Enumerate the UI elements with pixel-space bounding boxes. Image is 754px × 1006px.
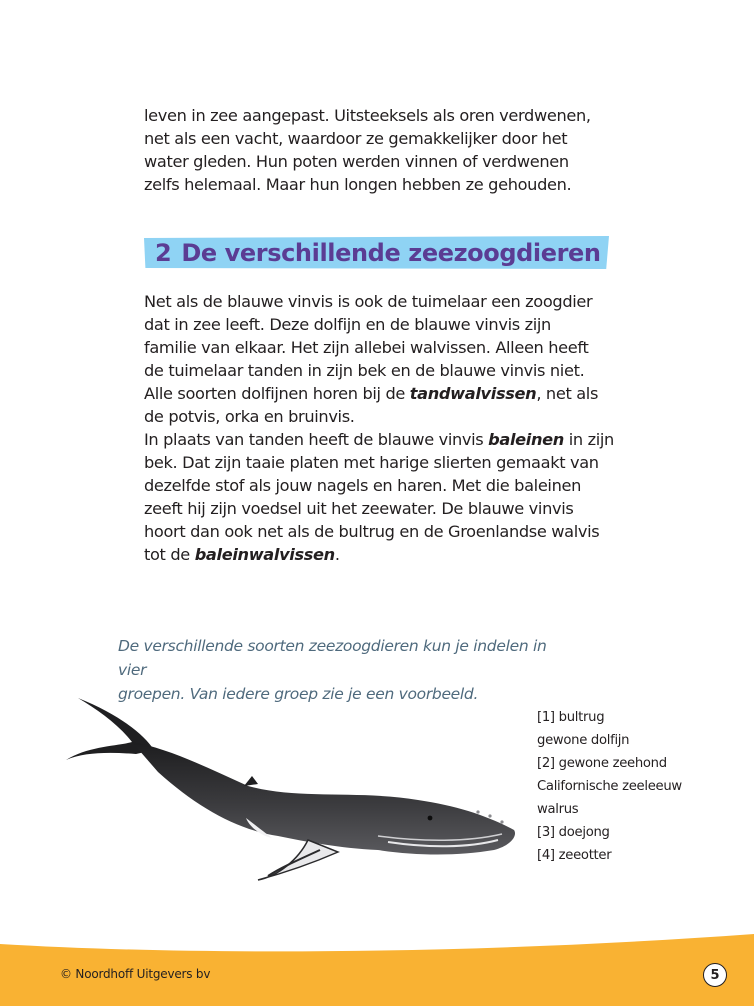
legend-item: Californische zeeleeuw (537, 779, 682, 794)
body-text-span: . (334, 545, 340, 564)
term-baleinen: baleinen (488, 430, 564, 449)
body-line: bek. Dat zijn taaie platen met harige slierten gemaakt van (144, 453, 599, 472)
body-text-span: , net als (536, 384, 599, 403)
body-line: hoort dan ook net als de bultrug en de Groenlandse walvis (144, 522, 600, 541)
intro-line: water gleden. Hun poten werden vinnen of verdwenen (144, 152, 569, 171)
body-text-span: In plaats van tanden heeft de blauwe vinvis (144, 430, 489, 449)
body-line (144, 382, 619, 405)
body-line: dat in zee leeft. Deze dolfijn en de blauwe vinvis zijn (144, 315, 551, 334)
body-text-span: tot de (144, 545, 195, 564)
body-line: zeeft hij zijn voedsel uit het zeewater. De blauwe vinvis (144, 499, 574, 518)
body-line: dezelfde stof als jouw nagels en haren. Met die baleinen (144, 476, 582, 495)
copyright-text: © Noordhoff Uitgevers bv (60, 967, 211, 981)
section-number: 2 (155, 239, 172, 267)
body-line (144, 428, 619, 451)
intro-line: leven in zee aangepast. Uitsteeksels als oren verdwenen, (144, 106, 591, 125)
legend-item: [1] bultrug (537, 710, 605, 725)
section-heading (155, 238, 601, 268)
caption-line: De verschillende soorten zeezoogdieren kun je indelen in vier (118, 637, 547, 679)
legend-item: [2] gewone zeehond (537, 756, 667, 771)
intro-line: net als een vacht, waardoor ze gemakkelijker door het (144, 129, 568, 148)
main-text (144, 290, 619, 566)
section-title: De verschillende zeezoogdieren (181, 239, 601, 267)
legend-item: [4] zeeotter (537, 848, 612, 863)
intro-paragraph (144, 104, 619, 196)
legend-item: walrus (537, 802, 579, 817)
species-legend (537, 706, 737, 867)
legend-item: gewone dolfijn (537, 733, 630, 748)
term-baleinwalvissen: baleinwalvissen (194, 545, 335, 564)
humpback-whale-illustration (58, 690, 528, 890)
legend-item: [3] doejong (537, 825, 610, 840)
body-line: de tuimelaar tanden in zijn bek en de blauwe vinvis niet. (144, 361, 585, 380)
body-text-span: Alle soorten dolfijnen horen bij de (144, 384, 410, 403)
body-line: de potvis, orka en bruinvis. (144, 407, 355, 426)
caption-line: groepen. Van iedere groep zie je een voorbeeld. (118, 685, 479, 703)
body-line: familie van elkaar. Het zijn allebei walvissen. Alleen heeft (144, 338, 589, 357)
term-tandwalvissen: tandwalvissen (409, 384, 537, 403)
intro-line: zelfs helemaal. Maar hun longen hebben ze gehouden. (144, 175, 572, 194)
page-number: 5 (703, 963, 727, 987)
body-line: Net als de blauwe vinvis is ook de tuimelaar een zoogdier (144, 292, 593, 311)
body-text-span: in zijn (563, 430, 614, 449)
body-line (144, 543, 619, 566)
